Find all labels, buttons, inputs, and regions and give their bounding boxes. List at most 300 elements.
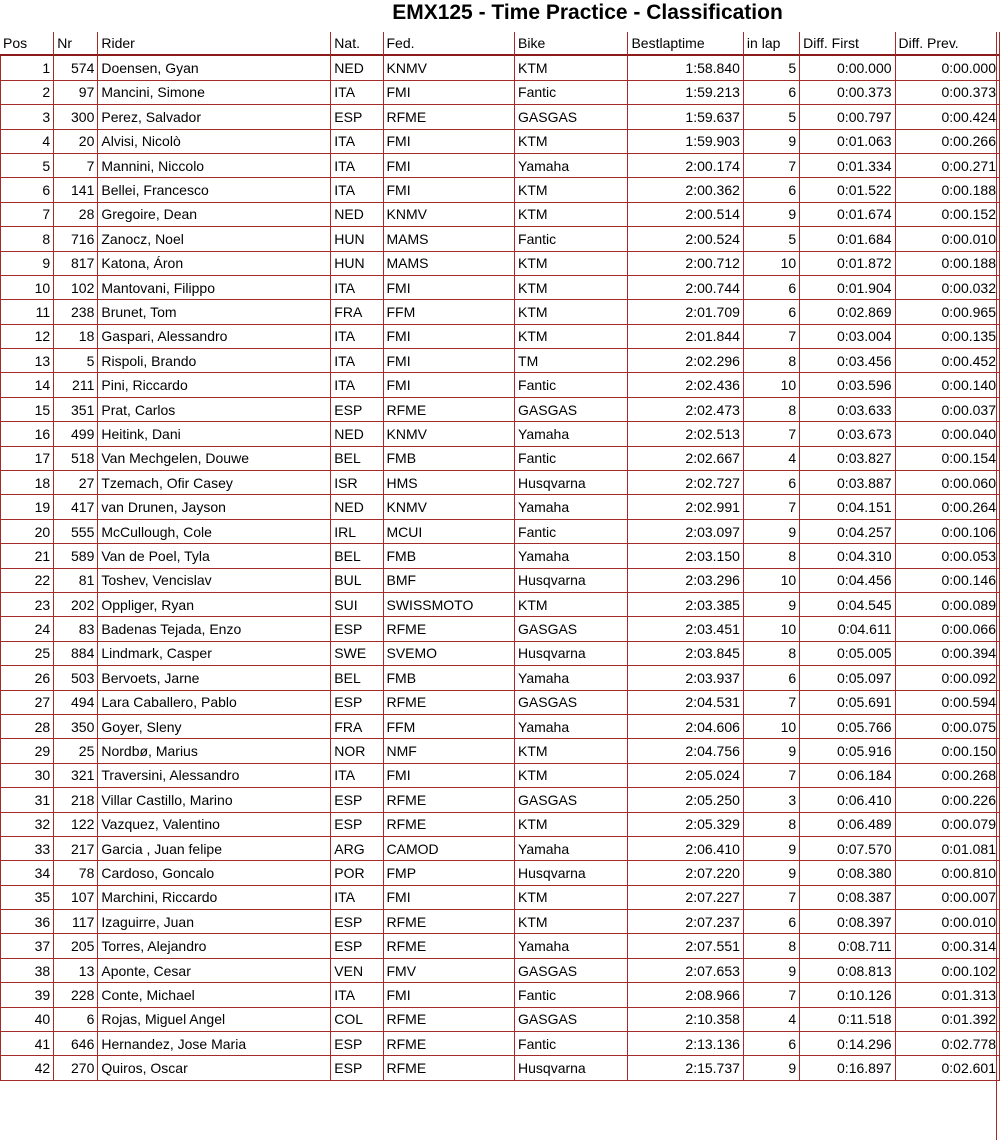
- cell-rider: Mantovani, Filippo: [98, 276, 331, 300]
- cell-nat: FRA: [331, 300, 383, 324]
- cell-fed: FMI: [384, 154, 516, 178]
- cell-diff-prev: 0:01.392: [896, 1008, 1000, 1032]
- cell-bestlaptime: 2:07.237: [628, 910, 743, 934]
- cell-nr: 28: [54, 203, 98, 227]
- cell-fed: FMI: [384, 886, 516, 910]
- cell-diff-prev: 0:00.268: [896, 764, 1000, 788]
- table-row: [0, 910, 1000, 934]
- cell-diff-prev: 0:00.010: [896, 910, 1000, 934]
- cell-nat: BEL: [331, 666, 383, 690]
- cell-diff-first: 0:03.887: [800, 471, 895, 495]
- cell-diff-first: 0:14.296: [800, 1032, 895, 1056]
- cell-nat: ITA: [331, 886, 383, 910]
- cell-diff-prev: 0:00.102: [896, 959, 1000, 983]
- cell-pos: 34: [0, 861, 54, 885]
- column-header-nr: Nr: [54, 32, 98, 56]
- cell-in-lap: 6: [744, 471, 800, 495]
- cell-bike: KTM: [515, 910, 628, 934]
- cell-diff-first: 0:06.489: [800, 813, 895, 837]
- cell-rider: Oppliger, Ryan: [98, 593, 331, 617]
- cell-bike: Husqvarna: [515, 642, 628, 666]
- cell-nr: 117: [54, 910, 98, 934]
- cell-bestlaptime: 2:13.136: [628, 1032, 743, 1056]
- cell-nr: 122: [54, 813, 98, 837]
- cell-bike: KTM: [515, 739, 628, 763]
- table-row: [0, 1008, 1000, 1032]
- cell-nr: 555: [54, 520, 98, 544]
- cell-diff-first: 0:02.869: [800, 300, 895, 324]
- cell-bestlaptime: 2:02.296: [628, 349, 743, 373]
- cell-bestlaptime: 2:03.097: [628, 520, 743, 544]
- table-row: [0, 764, 1000, 788]
- cell-bestlaptime: 2:10.358: [628, 1008, 743, 1032]
- cell-diff-prev: 0:00.264: [896, 495, 1000, 519]
- cell-diff-prev: 0:00.810: [896, 861, 1000, 885]
- cell-nat: ITA: [331, 81, 383, 105]
- cell-bestlaptime: 2:05.329: [628, 813, 743, 837]
- cell-bestlaptime: 1:58.840: [628, 56, 743, 80]
- table-row: [0, 325, 1000, 349]
- cell-pos: 9: [0, 252, 54, 276]
- cell-fed: KNMV: [384, 422, 516, 446]
- cell-pos: 5: [0, 154, 54, 178]
- cell-diff-prev: 0:00.053: [896, 544, 1000, 568]
- cell-nat: ITA: [331, 373, 383, 397]
- cell-nat: HUN: [331, 252, 383, 276]
- cell-nr: 102: [54, 276, 98, 300]
- cell-nat: IRL: [331, 520, 383, 544]
- column-header-diff-first: Diff. First: [800, 32, 895, 56]
- cell-bestlaptime: 2:00.362: [628, 178, 743, 202]
- cell-bike: Yamaha: [515, 837, 628, 861]
- cell-in-lap: 9: [744, 739, 800, 763]
- cell-diff-first: 0:05.766: [800, 715, 895, 739]
- cell-diff-prev: 0:00.075: [896, 715, 1000, 739]
- cell-in-lap: 9: [744, 1056, 800, 1080]
- cell-in-lap: 9: [744, 959, 800, 983]
- cell-in-lap: 6: [744, 910, 800, 934]
- column-header-diff-prev: Diff. Prev.: [896, 32, 1000, 56]
- table-row: [0, 81, 1000, 105]
- cell-diff-first: 0:01.904: [800, 276, 895, 300]
- cell-pos: 41: [0, 1032, 54, 1056]
- cell-diff-first: 0:03.004: [800, 325, 895, 349]
- cell-rider: Alvisi, Nicolò: [98, 130, 331, 154]
- right-edge-rule: [996, 32, 1000, 1140]
- cell-in-lap: 5: [744, 56, 800, 80]
- cell-fed: SVEMO: [384, 642, 516, 666]
- cell-bestlaptime: 2:00.712: [628, 252, 743, 276]
- cell-fed: RFME: [384, 934, 516, 958]
- cell-fed: NMF: [384, 739, 516, 763]
- cell-pos: 1: [0, 56, 54, 80]
- cell-nat: ESP: [331, 1056, 383, 1080]
- cell-pos: 40: [0, 1008, 54, 1032]
- cell-fed: RFME: [384, 398, 516, 422]
- cell-in-lap: 3: [744, 788, 800, 812]
- cell-in-lap: 9: [744, 861, 800, 885]
- cell-nr: 20: [54, 130, 98, 154]
- cell-bestlaptime: 2:02.727: [628, 471, 743, 495]
- cell-diff-prev: 0:00.266: [896, 130, 1000, 154]
- cell-fed: FMI: [384, 764, 516, 788]
- cell-pos: 24: [0, 617, 54, 641]
- cell-rider: Torres, Alejandro: [98, 934, 331, 958]
- cell-fed: RFME: [384, 1056, 516, 1080]
- cell-diff-prev: 0:00.032: [896, 276, 1000, 300]
- cell-nr: 646: [54, 1032, 98, 1056]
- cell-diff-prev: 0:00.154: [896, 447, 1000, 471]
- table-row: [0, 739, 1000, 763]
- cell-diff-first: 0:03.596: [800, 373, 895, 397]
- cell-nr: 27: [54, 471, 98, 495]
- cell-diff-prev: 0:00.226: [896, 788, 1000, 812]
- cell-nat: ITA: [331, 325, 383, 349]
- cell-nat: NED: [331, 203, 383, 227]
- cell-rider: Perez, Salvador: [98, 105, 331, 129]
- cell-bestlaptime: 2:04.531: [628, 691, 743, 715]
- cell-in-lap: 10: [744, 715, 800, 739]
- table-row: [0, 178, 1000, 202]
- cell-nr: 351: [54, 398, 98, 422]
- cell-fed: RFME: [384, 617, 516, 641]
- cell-in-lap: 8: [744, 544, 800, 568]
- cell-in-lap: 7: [744, 422, 800, 446]
- cell-bike: Fantic: [515, 447, 628, 471]
- cell-pos: 33: [0, 837, 54, 861]
- cell-bestlaptime: 2:02.513: [628, 422, 743, 446]
- cell-pos: 32: [0, 813, 54, 837]
- cell-nr: 589: [54, 544, 98, 568]
- cell-in-lap: 7: [744, 691, 800, 715]
- cell-diff-first: 0:08.387: [800, 886, 895, 910]
- cell-bike: GASGAS: [515, 691, 628, 715]
- cell-diff-first: 0:05.097: [800, 666, 895, 690]
- cell-diff-first: 0:01.684: [800, 227, 895, 251]
- cell-nat: SUI: [331, 593, 383, 617]
- cell-in-lap: 6: [744, 276, 800, 300]
- cell-bike: TM: [515, 349, 628, 373]
- cell-diff-prev: 0:00.424: [896, 105, 1000, 129]
- table-row: [0, 837, 1000, 861]
- cell-pos: 17: [0, 447, 54, 471]
- cell-bike: Yamaha: [515, 666, 628, 690]
- cell-pos: 21: [0, 544, 54, 568]
- cell-bike: KTM: [515, 325, 628, 349]
- cell-diff-first: 0:07.570: [800, 837, 895, 861]
- cell-bike: GASGAS: [515, 617, 628, 641]
- cell-rider: Brunet, Tom: [98, 300, 331, 324]
- cell-in-lap: 7: [744, 764, 800, 788]
- classification-table: [0, 32, 1000, 1081]
- cell-rider: Badenas Tejada, Enzo: [98, 617, 331, 641]
- cell-bike: Husqvarna: [515, 1056, 628, 1080]
- cell-in-lap: 9: [744, 837, 800, 861]
- cell-diff-first: 0:01.522: [800, 178, 895, 202]
- cell-diff-first: 0:16.897: [800, 1056, 895, 1080]
- cell-pos: 29: [0, 739, 54, 763]
- cell-fed: RFME: [384, 691, 516, 715]
- cell-diff-first: 0:05.916: [800, 739, 895, 763]
- cell-fed: MCUI: [384, 520, 516, 544]
- table-row: [0, 447, 1000, 471]
- cell-diff-prev: 0:00.106: [896, 520, 1000, 544]
- cell-pos: 39: [0, 983, 54, 1007]
- cell-nat: ITA: [331, 130, 383, 154]
- cell-fed: FMB: [384, 666, 516, 690]
- table-row: [0, 1056, 1000, 1080]
- cell-diff-prev: 0:00.135: [896, 325, 1000, 349]
- cell-diff-prev: 0:00.079: [896, 813, 1000, 837]
- table-header-row: [0, 32, 1000, 56]
- cell-rider: Zanocz, Noel: [98, 227, 331, 251]
- cell-nat: NED: [331, 495, 383, 519]
- cell-bike: KTM: [515, 56, 628, 80]
- cell-diff-prev: 0:00.594: [896, 691, 1000, 715]
- cell-bike: GASGAS: [515, 398, 628, 422]
- cell-diff-prev: 0:00.188: [896, 252, 1000, 276]
- table-row: [0, 203, 1000, 227]
- cell-pos: 30: [0, 764, 54, 788]
- cell-diff-first: 0:05.691: [800, 691, 895, 715]
- cell-fed: RFME: [384, 105, 516, 129]
- column-header-in-lap: in lap: [744, 32, 800, 56]
- cell-bestlaptime: 2:00.514: [628, 203, 743, 227]
- cell-nat: ESP: [331, 813, 383, 837]
- cell-diff-prev: 0:00.040: [896, 422, 1000, 446]
- column-header-bike: Bike: [515, 32, 628, 56]
- cell-in-lap: 5: [744, 227, 800, 251]
- cell-pos: 22: [0, 569, 54, 593]
- cell-diff-first: 0:08.711: [800, 934, 895, 958]
- cell-diff-prev: 0:00.140: [896, 373, 1000, 397]
- cell-nat: ESP: [331, 1032, 383, 1056]
- cell-bike: GASGAS: [515, 105, 628, 129]
- cell-in-lap: 8: [744, 813, 800, 837]
- cell-rider: McCullough, Cole: [98, 520, 331, 544]
- cell-fed: RFME: [384, 1008, 516, 1032]
- cell-diff-prev: 0:00.314: [896, 934, 1000, 958]
- cell-fed: FMI: [384, 373, 516, 397]
- cell-nr: 107: [54, 886, 98, 910]
- cell-fed: SWISSMOTO: [384, 593, 516, 617]
- cell-diff-prev: 0:00.089: [896, 593, 1000, 617]
- cell-rider: Heitink, Dani: [98, 422, 331, 446]
- cell-in-lap: 8: [744, 398, 800, 422]
- cell-bestlaptime: 2:05.250: [628, 788, 743, 812]
- cell-nat: HUN: [331, 227, 383, 251]
- cell-nr: 217: [54, 837, 98, 861]
- cell-bestlaptime: 2:03.150: [628, 544, 743, 568]
- cell-fed: FMI: [384, 81, 516, 105]
- cell-in-lap: 9: [744, 130, 800, 154]
- cell-rider: Bervoets, Jarne: [98, 666, 331, 690]
- cell-nr: 25: [54, 739, 98, 763]
- cell-nr: 7: [54, 154, 98, 178]
- cell-fed: BMF: [384, 569, 516, 593]
- cell-in-lap: 4: [744, 1008, 800, 1032]
- cell-diff-first: 0:01.063: [800, 130, 895, 154]
- cell-diff-prev: 0:00.066: [896, 617, 1000, 641]
- cell-in-lap: 7: [744, 886, 800, 910]
- cell-in-lap: 7: [744, 983, 800, 1007]
- cell-diff-first: 0:04.151: [800, 495, 895, 519]
- cell-bestlaptime: 2:06.410: [628, 837, 743, 861]
- cell-bestlaptime: 2:05.024: [628, 764, 743, 788]
- cell-in-lap: 4: [744, 447, 800, 471]
- table-row: [0, 349, 1000, 373]
- cell-nr: 5: [54, 349, 98, 373]
- cell-pos: 18: [0, 471, 54, 495]
- cell-nr: 13: [54, 959, 98, 983]
- cell-pos: 31: [0, 788, 54, 812]
- cell-nat: NED: [331, 56, 383, 80]
- cell-fed: RFME: [384, 813, 516, 837]
- cell-rider: Traversini, Alessandro: [98, 764, 331, 788]
- cell-diff-prev: 0:00.152: [896, 203, 1000, 227]
- cell-fed: FFM: [384, 300, 516, 324]
- cell-fed: RFME: [384, 788, 516, 812]
- table-body: [0, 56, 1000, 1080]
- cell-nat: BUL: [331, 569, 383, 593]
- cell-fed: KNMV: [384, 56, 516, 80]
- cell-rider: Cardoso, Goncalo: [98, 861, 331, 885]
- cell-bike: Yamaha: [515, 154, 628, 178]
- table-row: [0, 398, 1000, 422]
- cell-rider: Doensen, Gyan: [98, 56, 331, 80]
- cell-bestlaptime: 1:59.637: [628, 105, 743, 129]
- table-row: [0, 373, 1000, 397]
- cell-nat: ITA: [331, 983, 383, 1007]
- cell-nat: VEN: [331, 959, 383, 983]
- cell-nr: 205: [54, 934, 98, 958]
- cell-bike: Fantic: [515, 1032, 628, 1056]
- cell-fed: FMV: [384, 959, 516, 983]
- cell-diff-first: 0:03.633: [800, 398, 895, 422]
- cell-bike: Yamaha: [515, 422, 628, 446]
- cell-pos: 15: [0, 398, 54, 422]
- cell-nr: 211: [54, 373, 98, 397]
- cell-fed: RFME: [384, 1032, 516, 1056]
- cell-rider: Villar Castillo, Marino: [98, 788, 331, 812]
- cell-nr: 6: [54, 1008, 98, 1032]
- cell-nat: BEL: [331, 544, 383, 568]
- cell-bestlaptime: 2:02.991: [628, 495, 743, 519]
- page-title: EMX125 - Time Practice - Classification: [392, 1, 783, 24]
- cell-nat: ITA: [331, 178, 383, 202]
- cell-nat: POR: [331, 861, 383, 885]
- cell-pos: 7: [0, 203, 54, 227]
- cell-fed: MAMS: [384, 252, 516, 276]
- cell-bike: Husqvarna: [515, 569, 628, 593]
- cell-bike: Husqvarna: [515, 861, 628, 885]
- cell-bestlaptime: 2:03.296: [628, 569, 743, 593]
- cell-rider: Goyer, Sleny: [98, 715, 331, 739]
- cell-rider: Lindmark, Casper: [98, 642, 331, 666]
- cell-nat: SWE: [331, 642, 383, 666]
- table-row: [0, 934, 1000, 958]
- cell-bike: KTM: [515, 813, 628, 837]
- cell-nat: NED: [331, 422, 383, 446]
- cell-nr: 18: [54, 325, 98, 349]
- cell-in-lap: 6: [744, 178, 800, 202]
- cell-rider: Tzemach, Ofir Casey: [98, 471, 331, 495]
- cell-bestlaptime: 2:03.937: [628, 666, 743, 690]
- cell-bestlaptime: 2:03.451: [628, 617, 743, 641]
- cell-diff-first: 0:04.611: [800, 617, 895, 641]
- cell-bestlaptime: 2:07.220: [628, 861, 743, 885]
- cell-in-lap: 10: [744, 617, 800, 641]
- cell-bike: Yamaha: [515, 495, 628, 519]
- table-row: [0, 788, 1000, 812]
- cell-pos: 35: [0, 886, 54, 910]
- cell-rider: Bellei, Francesco: [98, 178, 331, 202]
- cell-nat: ARG: [331, 837, 383, 861]
- table-row: [0, 252, 1000, 276]
- cell-bike: KTM: [515, 276, 628, 300]
- cell-fed: FMI: [384, 276, 516, 300]
- cell-bike: Yamaha: [515, 934, 628, 958]
- cell-bestlaptime: 2:07.227: [628, 886, 743, 910]
- cell-nat: ESP: [331, 691, 383, 715]
- cell-bestlaptime: 1:59.213: [628, 81, 743, 105]
- cell-diff-prev: 0:00.037: [896, 398, 1000, 422]
- cell-rider: Gregoire, Dean: [98, 203, 331, 227]
- cell-diff-prev: 0:00.394: [896, 642, 1000, 666]
- cell-in-lap: 6: [744, 81, 800, 105]
- cell-in-lap: 9: [744, 520, 800, 544]
- table-row: [0, 983, 1000, 1007]
- table-row: [0, 544, 1000, 568]
- cell-in-lap: 7: [744, 154, 800, 178]
- cell-bike: KTM: [515, 130, 628, 154]
- cell-bestlaptime: 2:04.756: [628, 739, 743, 763]
- cell-bike: KTM: [515, 593, 628, 617]
- table-row: [0, 227, 1000, 251]
- cell-diff-first: 0:10.126: [800, 983, 895, 1007]
- cell-nr: 78: [54, 861, 98, 885]
- cell-nr: 270: [54, 1056, 98, 1080]
- cell-pos: 23: [0, 593, 54, 617]
- cell-bestlaptime: 2:01.844: [628, 325, 743, 349]
- cell-diff-first: 0:04.310: [800, 544, 895, 568]
- cell-bike: KTM: [515, 178, 628, 202]
- cell-diff-first: 0:01.872: [800, 252, 895, 276]
- cell-nat: NOR: [331, 739, 383, 763]
- cell-diff-first: 0:06.184: [800, 764, 895, 788]
- cell-rider: Katona, Áron: [98, 252, 331, 276]
- table-row: [0, 886, 1000, 910]
- table-row: [0, 861, 1000, 885]
- cell-fed: HMS: [384, 471, 516, 495]
- cell-pos: 16: [0, 422, 54, 446]
- cell-in-lap: 5: [744, 105, 800, 129]
- cell-rider: Van Mechgelen, Douwe: [98, 447, 331, 471]
- cell-pos: 28: [0, 715, 54, 739]
- cell-in-lap: 10: [744, 252, 800, 276]
- cell-diff-first: 0:11.518: [800, 1008, 895, 1032]
- column-header-bestlaptime: Bestlaptime: [628, 32, 743, 56]
- cell-nr: 817: [54, 252, 98, 276]
- cell-fed: MAMS: [384, 227, 516, 251]
- cell-bike: KTM: [515, 764, 628, 788]
- cell-diff-prev: 0:00.452: [896, 349, 1000, 373]
- cell-bike: KTM: [515, 300, 628, 324]
- cell-diff-prev: 0:00.373: [896, 81, 1000, 105]
- cell-bike: KTM: [515, 886, 628, 910]
- cell-pos: 27: [0, 691, 54, 715]
- cell-diff-first: 0:08.380: [800, 861, 895, 885]
